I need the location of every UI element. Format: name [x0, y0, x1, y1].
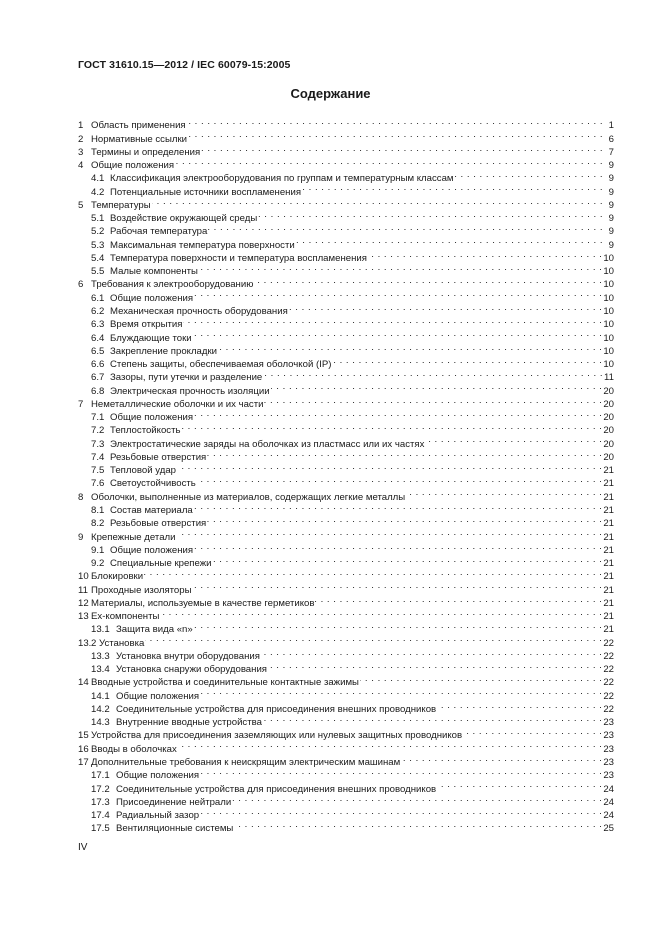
- toc-entry-number: 13: [78, 611, 89, 623]
- toc-entry-page: 25: [603, 823, 614, 835]
- toc-entry-number: 14.2: [91, 703, 110, 715]
- toc-entry-title: Время открытия: [110, 319, 183, 331]
- toc-leader-dots: [200, 765, 602, 778]
- toc-entry-title: Резьбовые отверстия: [110, 518, 207, 530]
- toc-entry-title: Малые компоненты: [110, 266, 198, 278]
- toc-entry-number: 7.5: [91, 465, 105, 477]
- toc-entry-number: 6.5: [91, 345, 105, 357]
- toc-entry-title: Вводы в оболочках: [91, 743, 177, 755]
- toc-entry-title: Соединительные устройства для присоединения внешних проводников: [116, 703, 437, 715]
- toc-entry-number: 13.: [78, 637, 92, 649]
- toc-entry-page: 10: [603, 359, 614, 371]
- toc-entry-number: 9.1: [91, 544, 105, 556]
- toc-entry-page: 22: [603, 637, 614, 649]
- toc-entry-number: 5.3: [91, 239, 105, 251]
- toc-entry-number: 16: [78, 743, 89, 755]
- toc-entry-page: 20: [603, 451, 614, 463]
- toc-entry-page: 10: [603, 319, 614, 331]
- toc-entry-page: 9: [608, 186, 614, 198]
- toc-entry-page: 21: [603, 531, 614, 543]
- toc-entry-page: 24: [603, 796, 614, 808]
- toc-entry-page: 23: [603, 730, 614, 742]
- toc-entry-page: 9: [608, 239, 614, 251]
- toc-entry-title: Установка внутри оборудования: [116, 650, 260, 662]
- toc-leader-dots: [188, 128, 603, 141]
- toc-entry-number: 15: [78, 730, 89, 742]
- toc-leader-dots: [177, 526, 603, 539]
- toc-entry-title: Рабочая температура: [110, 226, 208, 238]
- toc-leader-dots: [201, 142, 603, 155]
- toc-entry-number: 10: [78, 571, 89, 583]
- toc-entry-number: 6.8: [91, 385, 105, 397]
- toc-leader-dots: [213, 553, 603, 566]
- page-title: Содержание: [290, 86, 371, 101]
- toc-entry-title: Защита вида «n»: [116, 624, 193, 636]
- toc-leader-dots: [254, 274, 602, 287]
- toc-entry-title: Состав материала: [110, 504, 193, 516]
- toc-entry-page: 20: [603, 398, 614, 410]
- toc-leader-dots: [177, 460, 602, 473]
- toc-entry-page: 9: [608, 213, 614, 225]
- toc-leader-dots: [178, 738, 603, 751]
- toc-entry-title: Ex-компоненты: [91, 611, 160, 623]
- toc-leader-dots: [207, 513, 602, 526]
- toc-entry-number: 4: [78, 160, 84, 172]
- toc-entry-title: Проходные изоляторы: [91, 584, 192, 596]
- toc-entry-title: Общие положения: [110, 412, 194, 424]
- toc-entry-page: 22: [603, 650, 614, 662]
- toc-entry-title: Требования к электрооборудованию: [91, 279, 254, 291]
- toc-entry-title: Закрепление прокладки: [110, 345, 218, 357]
- toc-entry[interactable]: [78, 195, 614, 211]
- toc-entry-number: 6.1: [91, 292, 105, 304]
- toc-entry-number: 8: [78, 491, 84, 503]
- toc-leader-dots: [200, 685, 602, 698]
- toc-entry-page: 21: [603, 544, 614, 556]
- toc-entry-number: 7.4: [91, 451, 105, 463]
- toc-leader-dots: [264, 394, 602, 407]
- toc-entry-number: 9: [78, 531, 84, 543]
- toc-leader-dots: [194, 287, 602, 300]
- toc-entry-page: 20: [603, 385, 614, 397]
- toc-entry[interactable]: [78, 579, 614, 596]
- toc-entry-number: 13.1: [91, 624, 110, 636]
- toc-entry-number: 14.3: [91, 717, 110, 729]
- toc-entry-page: 9: [608, 226, 614, 238]
- toc-leader-dots: [152, 195, 603, 208]
- toc-entry-page: 21: [603, 518, 614, 530]
- toc-entry-title: Общие положения: [116, 770, 200, 782]
- toc-leader-dots: [368, 248, 602, 261]
- toc-leader-dots: [194, 500, 603, 513]
- toc-leader-dots: [425, 433, 602, 446]
- toc-leader-dots: [194, 407, 602, 420]
- toc-leader-dots: [175, 155, 603, 168]
- toc-entry-title: Общие положения: [110, 544, 194, 556]
- toc-leader-dots: [261, 646, 602, 659]
- toc-entry-page: 1: [608, 120, 614, 132]
- toc-leader-dots: [258, 208, 603, 221]
- page-number: IV: [78, 842, 88, 853]
- toc-leader-dots: [144, 566, 602, 579]
- toc-leader-dots: [263, 712, 602, 725]
- toc-entry-number: 5.4: [91, 252, 105, 264]
- toc-entry-number: 9.2: [91, 558, 105, 570]
- toc-entry-page: 9: [608, 199, 614, 211]
- toc-entry-number: 1: [78, 120, 84, 132]
- toc-leader-dots: [296, 234, 603, 247]
- toc-entry-page: 20: [603, 438, 614, 450]
- toc-leader-dots: [183, 314, 602, 327]
- toc-entry-title: Нормативные ссылки: [91, 133, 188, 145]
- toc-entry-page: 21: [603, 624, 614, 636]
- table-of-contents: [78, 115, 614, 835]
- toc-entry-number: 8.2: [91, 518, 105, 530]
- toc-entry-title: Электрическая прочность изоляции: [110, 385, 270, 397]
- toc-entry[interactable]: [78, 208, 614, 225]
- toc-leader-dots: [193, 579, 603, 592]
- toc-leader-dots: [271, 380, 603, 393]
- toc-entry-title: Устройства для присоединения заземляющих или нулевых защитных проводников: [91, 730, 463, 742]
- toc-leader-dots: [401, 752, 602, 765]
- toc-leader-dots: [360, 672, 602, 685]
- toc-entry-title: Специальные крепежи: [110, 558, 212, 570]
- toc-leader-dots: [315, 593, 602, 606]
- toc-entry-title: Степень защиты, обеспечиваемая оболочкой (IP): [110, 359, 332, 371]
- toc-entry-number: 5.1: [91, 213, 105, 225]
- toc-entry-title: Установка снаружи оборудования: [116, 664, 267, 676]
- toc-entry-number: 13.4: [91, 664, 110, 676]
- toc-leader-dots: [332, 354, 602, 367]
- toc-entry-number: 8.1: [91, 504, 105, 516]
- toc-leader-dots: [193, 327, 603, 340]
- toc-entry-number: 5.5: [91, 266, 105, 278]
- toc-entry-title: Общие положения: [110, 292, 194, 304]
- toc-entry-title: Дополнительные требования к неискрящим электрическим машинам: [91, 757, 401, 769]
- toc-entry-number: 6.2: [91, 305, 105, 317]
- toc-entry-number: 7.2: [91, 425, 105, 437]
- toc-entry-page: 10: [603, 252, 614, 264]
- toc-leader-dots: [207, 447, 602, 460]
- toc-leader-dots: [437, 699, 602, 712]
- toc-entry-number: 12: [78, 597, 89, 609]
- toc-entry-title: Температура поверхности и температура воспламенения: [110, 252, 367, 264]
- toc-entry-title: Внутренние вводные устройства: [116, 717, 262, 729]
- toc-leader-dots: [302, 181, 603, 194]
- toc-leader-dots: [463, 725, 602, 738]
- toc-entry-page: 22: [603, 690, 614, 702]
- toc-entry-page: 23: [603, 757, 614, 769]
- toc-entry-number: 4.1: [91, 173, 105, 185]
- toc-entry-title: Присоединение нейтрали: [116, 796, 232, 808]
- toc-entry-number: 11: [78, 584, 88, 596]
- toc-entry-number: 6.6: [91, 359, 105, 371]
- toc-entry-page: 20: [603, 425, 614, 437]
- toc-leader-dots: [194, 619, 603, 632]
- toc-entry-number: 6.7: [91, 372, 105, 384]
- toc-entry-number: 7.3: [91, 438, 105, 450]
- toc-entry-title: Механическая прочность оборудования: [110, 305, 288, 317]
- toc-entry-title: Светоустойчивость: [110, 478, 196, 490]
- toc-entry[interactable]: [78, 115, 614, 132]
- toc-entry-number: 6: [78, 279, 84, 291]
- toc-entry-page: 21: [603, 558, 614, 570]
- toc-entry-title: Максимальная температура поверхности: [110, 239, 295, 251]
- document-header: ГОСТ 31610.15—2012 / IEC 60079-15:2005: [78, 59, 291, 71]
- toc-entry-page: 10: [603, 279, 614, 291]
- toc-entry-title: Теплостойкость: [110, 425, 181, 437]
- toc-entry-number: 17.4: [91, 810, 110, 822]
- toc-entry-page: 23: [603, 770, 614, 782]
- toc-entry-number: 14: [78, 677, 89, 689]
- toc-entry-page: 21: [603, 571, 614, 583]
- toc-entry-title: Соединительные устройства для присоединения внешних проводников: [116, 783, 437, 795]
- toc-leader-dots: [218, 341, 602, 354]
- toc-leader-dots: [289, 301, 603, 314]
- toc-entry-number: 7.1: [91, 412, 105, 424]
- toc-entry-page: 22: [603, 703, 614, 715]
- toc-entry-title: Радиальный зазор: [116, 810, 200, 822]
- toc-entry-number: 4.2: [91, 186, 105, 198]
- toc-leader-dots: [232, 792, 602, 805]
- toc-entry-title: Электростатические заряды на оболочках из пластмасс или их частях: [110, 438, 425, 450]
- toc-leader-dots: [194, 540, 602, 553]
- toc-entry-page: 23: [603, 743, 614, 755]
- toc-entry-page: 9: [608, 173, 614, 185]
- toc-entry-title: Вентиляционные системы: [116, 823, 234, 835]
- toc-entry-title: Зазоры, пути утечки и разделение: [110, 372, 263, 384]
- toc-leader-dots: [187, 115, 603, 128]
- toc-entry-page: 23: [603, 717, 614, 729]
- toc-entry-number: 3: [78, 146, 84, 158]
- toc-entry-title: Область применения: [91, 120, 186, 132]
- toc-entry-title: Блокировки: [91, 571, 144, 583]
- toc-leader-dots: [406, 486, 602, 499]
- toc-entry-title: Оболочки, выполненные из материалов, содержащих легкие металлы: [91, 491, 406, 503]
- toc-entry-number: 2: [78, 133, 84, 145]
- toc-entry-page: 22: [603, 664, 614, 676]
- toc-entry-number: 7: [78, 398, 84, 410]
- toc-entry-number: 6.3: [91, 319, 105, 331]
- toc-entry-title: Воздействие окружающей среды: [110, 213, 258, 225]
- toc-entry-page: 20: [603, 412, 614, 424]
- toc-leader-dots: [200, 805, 602, 818]
- toc-entry-page: 21: [603, 597, 614, 609]
- toc-entry-page: 22: [603, 677, 614, 689]
- toc-entry-page: 6: [608, 133, 614, 145]
- toc-entry-title: Общие положения: [91, 160, 175, 172]
- toc-leader-dots: [268, 659, 602, 672]
- toc-entry-title: Тепловой удар: [110, 465, 176, 477]
- toc-entry-page: 21: [603, 491, 614, 503]
- toc-leader-dots: [263, 367, 603, 380]
- toc-entry-number: 17.5: [91, 823, 110, 835]
- toc-leader-dots: [234, 818, 602, 831]
- toc-entry-page: 24: [603, 783, 614, 795]
- toc-entry-number: 5: [78, 199, 84, 211]
- toc-entry-title: Общие положения: [116, 690, 200, 702]
- toc-leader-dots: [197, 473, 603, 486]
- toc-entry-page: 10: [603, 266, 614, 278]
- toc-entry-number: 17.2: [91, 783, 110, 795]
- toc-entry-title: Резьбовые отверстия: [110, 451, 207, 463]
- toc-entry-number: 17.1: [91, 770, 110, 782]
- toc-entry-title: Потенциальные источники воспламенения: [110, 186, 302, 198]
- toc-entry-page: 9: [608, 160, 614, 172]
- toc-entry-page: 21: [603, 611, 614, 623]
- toc-entry-number: 6.4: [91, 332, 105, 344]
- toc-entry[interactable]: [78, 566, 614, 583]
- toc-entry-title: Блуждающие токи: [110, 332, 192, 344]
- toc-entry-title: Крепежные детали: [91, 531, 176, 543]
- toc-entry-number: 17.3: [91, 796, 110, 808]
- toc-leader-dots: [199, 261, 602, 274]
- toc-entry-title: Неметаллические оболочки и их части: [91, 398, 264, 410]
- toc-leader-dots: [182, 420, 603, 433]
- toc-entry-title: Материалы, используемые в качестве герметиков: [91, 597, 315, 609]
- toc-entry-page: 10: [603, 305, 614, 317]
- toc-leader-dots: [208, 221, 603, 234]
- toc-entry-title: Термины и определения: [91, 146, 201, 158]
- toc-entry-page: 21: [603, 584, 614, 596]
- toc-entry-page: 24: [603, 810, 614, 822]
- toc-entry-page: 11: [604, 372, 614, 384]
- toc-entry[interactable]: [78, 646, 614, 662]
- toc-entry[interactable]: [78, 632, 614, 649]
- toc-leader-dots: [145, 632, 602, 645]
- toc-entry-page: 7: [608, 146, 614, 158]
- toc-entry-number: 7.6: [91, 478, 105, 490]
- toc-entry-number: 5.2: [91, 226, 105, 238]
- toc-entry-title: 2 Установка: [91, 637, 145, 649]
- toc-entry-page: 10: [603, 292, 614, 304]
- toc-entry-number: 13.3: [91, 650, 110, 662]
- toc-entry-page: 10: [603, 345, 614, 357]
- toc-entry-number: 17: [78, 757, 89, 769]
- toc-leader-dots: [160, 606, 602, 619]
- toc-entry-title: Вводные устройства и соединительные контактные зажимы: [91, 677, 359, 689]
- toc-entry-title: Температуры: [91, 199, 151, 211]
- toc-entry-number: 14.1: [91, 690, 110, 702]
- toc-entry-page: 10: [603, 332, 614, 344]
- toc-entry-page: 21: [603, 504, 614, 516]
- toc-entry-page: 21: [603, 465, 614, 477]
- toc-entry-title: Классификация электрооборудования по группам и температурным классам: [110, 173, 454, 185]
- toc-entry-page: 21: [603, 478, 614, 490]
- toc-leader-dots: [437, 778, 602, 791]
- toc-leader-dots: [455, 168, 603, 181]
